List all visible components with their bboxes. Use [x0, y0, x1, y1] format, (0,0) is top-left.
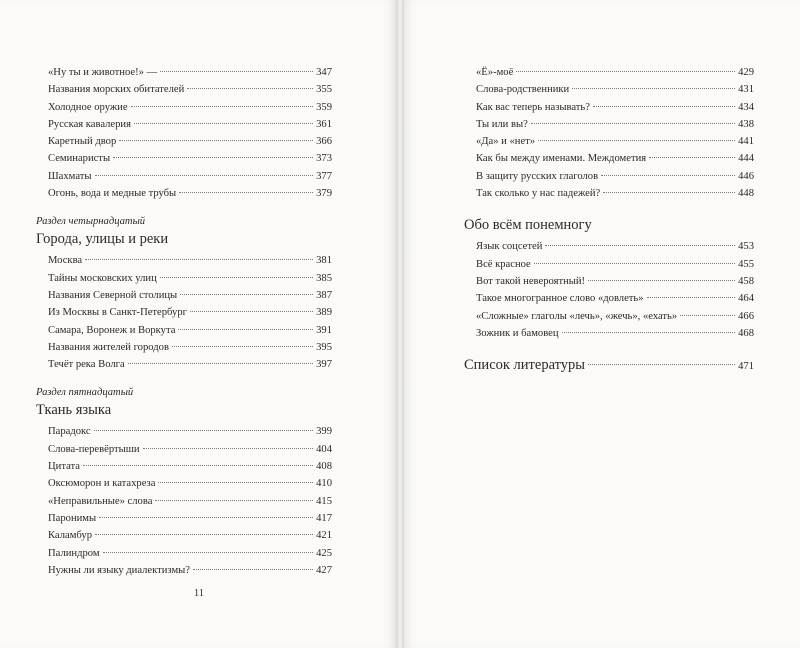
- toc-list-section14: [48, 252, 332, 373]
- dot-leader: [128, 363, 313, 364]
- right-toc-column: [464, 64, 754, 377]
- toc-entry[interactable]: [476, 325, 754, 342]
- left-toc-column: [36, 64, 332, 579]
- toc-entry-title: Москва: [48, 255, 83, 267]
- toc-entry-page: 471: [738, 361, 754, 373]
- toc-entry-title: «Ну ты и животное!» —: [48, 67, 158, 78]
- dot-leader: [155, 500, 313, 501]
- toc-entry[interactable]: [48, 133, 332, 150]
- toc-entry[interactable]: [48, 168, 332, 185]
- dot-leader: [647, 297, 736, 298]
- toc-entry-page: 389: [316, 307, 332, 319]
- toc-entry-title: Как вас теперь называть?: [476, 101, 590, 113]
- toc-entry[interactable]: [48, 441, 332, 458]
- toc-entry-page: 415: [316, 495, 332, 507]
- toc-entry-title: Список литературы: [464, 357, 586, 374]
- toc-entry-page: 466: [738, 310, 754, 322]
- toc-entry[interactable]: [476, 81, 754, 98]
- toc-entry[interactable]: [476, 64, 754, 81]
- toc-entry-title: Названия морских обитателей: [48, 84, 185, 96]
- dot-leader: [187, 88, 313, 89]
- toc-entry[interactable]: [48, 322, 332, 339]
- toc-entry[interactable]: [48, 458, 332, 475]
- toc-entry[interactable]: [48, 252, 332, 269]
- toc-entry-title: «Неправильные» слова: [48, 495, 153, 507]
- dot-leader: [180, 294, 313, 295]
- toc-entry-page: 417: [316, 512, 332, 524]
- toc-entry-title: Цитата: [48, 461, 80, 473]
- toc-entry-title: Слова-родственники: [476, 84, 570, 96]
- toc-entry-title: Огонь, вода и медные трубы: [48, 188, 177, 200]
- toc-entry[interactable]: [48, 545, 332, 562]
- toc-entry-title: Оксюморон и катахреза: [48, 478, 156, 490]
- section-heading: Города, улицы и реки: [36, 231, 169, 248]
- toc-entry-page: 395: [316, 341, 332, 353]
- toc-entry-title: Слова-перевёртыши: [48, 443, 140, 455]
- toc-entry-title: В защиту русских глаголов: [476, 170, 599, 182]
- toc-entry[interactable]: [48, 287, 332, 304]
- dot-leader: [531, 123, 735, 124]
- toc-entry-page: 410: [316, 478, 332, 490]
- toc-entry-title: Так сколько у нас падежей?: [476, 188, 601, 200]
- toc-entry-title: Вот такой невероятный!: [476, 275, 586, 287]
- toc-entry[interactable]: [476, 256, 754, 273]
- toc-entry[interactable]: [48, 562, 332, 579]
- toc-entry-page: 359: [316, 101, 332, 113]
- toc-entry[interactable]: [48, 493, 332, 510]
- book-gutter: [396, 0, 404, 648]
- toc-entry[interactable]: [48, 304, 332, 321]
- toc-entry-page: 468: [738, 327, 754, 339]
- toc-list-top-right: [476, 64, 754, 202]
- toc-list-top-left: [48, 64, 332, 202]
- toc-entry-page: 453: [738, 241, 754, 253]
- dot-leader: [601, 175, 735, 176]
- toc-entry-title: Парадокс: [48, 426, 91, 438]
- dot-leader: [680, 315, 735, 316]
- dot-leader: [588, 364, 735, 365]
- toc-entry-page: 373: [316, 153, 332, 165]
- toc-entry-page: 377: [316, 170, 332, 182]
- toc-entry-page: 441: [738, 136, 754, 148]
- toc-entry-page: 458: [738, 275, 754, 287]
- toc-entry-page: 455: [738, 258, 754, 270]
- toc-entry-page: 446: [738, 170, 754, 182]
- toc-entry-page: 361: [316, 118, 332, 130]
- toc-entry-page: 464: [738, 293, 754, 305]
- dot-leader: [131, 106, 314, 107]
- section-label: Раздел четырнадцатый: [36, 216, 146, 228]
- toc-entry[interactable]: [48, 99, 332, 116]
- toc-entry-page: 404: [316, 443, 332, 455]
- toc-entry[interactable]: [48, 527, 332, 544]
- toc-entry-title: Семинаристы: [48, 153, 111, 165]
- toc-list-misc: [476, 238, 754, 342]
- toc-entry-page: 408: [316, 461, 332, 473]
- toc-entry[interactable]: [476, 185, 754, 202]
- toc-entry-title: Палиндром: [48, 547, 100, 559]
- toc-entry[interactable]: [476, 116, 754, 133]
- dot-leader: [160, 71, 313, 72]
- dot-leader: [95, 175, 314, 176]
- section-heading: Ткань языка: [36, 402, 112, 419]
- toc-entry-title: Шахматы: [48, 170, 92, 182]
- dot-leader: [179, 192, 313, 193]
- page-number: 11: [193, 588, 205, 599]
- toc-entry[interactable]: [476, 308, 754, 325]
- toc-entry-title: «Да» и «нет»: [476, 136, 536, 148]
- toc-entry[interactable]: [476, 99, 754, 116]
- toc-entry-title: Течёт река Волга: [48, 359, 125, 371]
- toc-entry-page: 448: [738, 188, 754, 200]
- toc-entry[interactable]: [48, 423, 332, 440]
- toc-entry[interactable]: [476, 168, 754, 185]
- toc-entry[interactable]: [476, 273, 754, 290]
- section-heading: Обо всём понемногу: [464, 217, 592, 234]
- toc-entry-title: Из Москвы в Санкт-Петербург: [48, 307, 187, 319]
- dot-leader: [143, 448, 314, 449]
- toc-entry-title: Тайны московских улиц: [48, 272, 157, 284]
- dot-leader: [178, 329, 313, 330]
- toc-entry[interactable]: [48, 356, 332, 373]
- toc-entry-page: 366: [316, 136, 332, 148]
- toc-entry-page: 355: [316, 84, 332, 96]
- toc-entry[interactable]: [48, 185, 332, 202]
- dot-leader: [603, 192, 735, 193]
- toc-entry[interactable]: [48, 150, 332, 167]
- dot-leader: [158, 482, 313, 483]
- toc-entry-title: Ты или вы?: [476, 118, 528, 130]
- dot-leader: [545, 245, 735, 246]
- toc-entry-page: 421: [316, 530, 332, 542]
- toc-entry-title: Самара, Воронеж и Воркута: [48, 324, 176, 336]
- toc-entry[interactable]: [476, 133, 754, 150]
- toc-entry-page: 391: [316, 324, 332, 336]
- toc-entry-title: Нужны ли языку диалектизмы?: [48, 564, 190, 576]
- dot-leader: [113, 157, 313, 158]
- dot-leader: [190, 311, 313, 312]
- dot-leader: [516, 71, 735, 72]
- toc-entry-page: 431: [738, 84, 754, 96]
- toc-entry-page: 438: [738, 118, 754, 130]
- dot-leader: [593, 106, 735, 107]
- toc-entry[interactable]: [48, 270, 332, 287]
- dot-leader: [99, 517, 313, 518]
- toc-entry[interactable]: [48, 116, 332, 133]
- toc-entry[interactable]: [48, 339, 332, 356]
- toc-entry[interactable]: [48, 475, 332, 492]
- toc-entry[interactable]: [48, 64, 332, 81]
- dot-leader: [562, 332, 736, 333]
- dot-leader: [94, 430, 313, 431]
- section-label: Раздел пятнадцатый: [36, 387, 134, 399]
- toc-entry-title: Каламбур: [48, 530, 92, 542]
- toc-entry-title: Как бы между именами. Междометия: [476, 153, 647, 165]
- toc-entry-title: «Ё»-моё: [476, 67, 514, 78]
- toc-entry-title: Холодное оружие: [48, 101, 128, 113]
- toc-entry-page: 397: [316, 359, 332, 371]
- toc-entry[interactable]: [476, 238, 754, 255]
- toc-entry[interactable]: [48, 81, 332, 98]
- dot-leader: [134, 123, 313, 124]
- dot-leader: [160, 277, 313, 278]
- dot-leader: [649, 157, 735, 158]
- toc-entry-bibliography[interactable]: [464, 355, 754, 377]
- toc-entry-title: Паронимы: [48, 512, 97, 524]
- toc-entry-title: Названия жителей городов: [48, 341, 169, 353]
- toc-entry-page: 444: [738, 153, 754, 165]
- dot-leader: [588, 280, 735, 281]
- toc-entry-title: Каретный двор: [48, 136, 117, 148]
- toc-entry-page: 385: [316, 272, 332, 284]
- toc-entry[interactable]: [476, 290, 754, 307]
- toc-entry-title: Русская кавалерия: [48, 118, 131, 130]
- toc-entry-page: 347: [316, 67, 332, 78]
- dot-leader: [172, 346, 313, 347]
- toc-entry-page: 381: [316, 255, 332, 267]
- toc-entry-title: «Сложные» глаголы «лечь», «жечь», «ехать»: [476, 310, 678, 322]
- dot-leader: [534, 263, 735, 264]
- toc-entry-title: Зожник и бамовец: [476, 327, 559, 339]
- toc-entry-title: Названия Северной столицы: [48, 289, 178, 301]
- dot-leader: [103, 552, 314, 553]
- dot-leader: [83, 465, 313, 466]
- toc-entry-page: 429: [738, 67, 754, 78]
- dot-leader: [572, 88, 735, 89]
- dot-leader: [85, 259, 313, 260]
- toc-entry[interactable]: [476, 150, 754, 167]
- dot-leader: [538, 140, 735, 141]
- toc-entry-title: Всё красное: [476, 258, 531, 270]
- toc-entry-page: 387: [316, 289, 332, 301]
- toc-entry-title: Такое многогранное слово «довлеть»: [476, 293, 644, 305]
- toc-entry-page: 399: [316, 426, 332, 438]
- toc-entry[interactable]: [48, 510, 332, 527]
- toc-entry-page: 434: [738, 101, 754, 113]
- dot-leader: [119, 140, 313, 141]
- toc-list-section15: [48, 423, 332, 579]
- toc-entry-page: 379: [316, 188, 332, 200]
- dot-leader: [95, 534, 313, 535]
- toc-entry-title: Язык соцсетей: [476, 241, 543, 253]
- toc-entry-page: 425: [316, 547, 332, 559]
- dot-leader: [193, 569, 313, 570]
- toc-entry-page: 427: [316, 564, 332, 576]
